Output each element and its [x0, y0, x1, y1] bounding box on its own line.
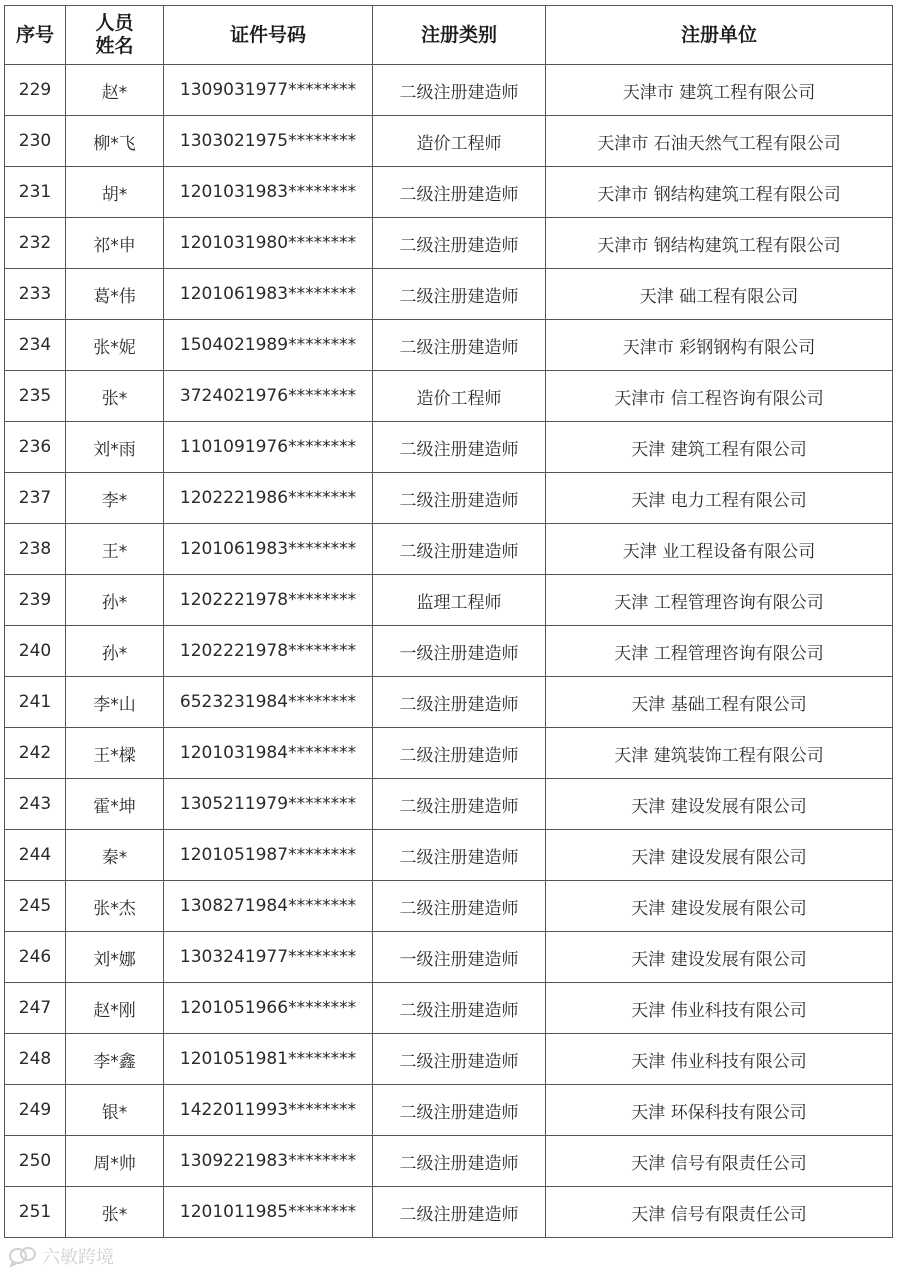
cell-type: 二级注册建造师 [373, 473, 546, 524]
cell-type: 二级注册建造师 [373, 1136, 546, 1187]
chat-bubble-logo-icon [8, 1245, 38, 1267]
cell-type: 二级注册建造师 [373, 218, 546, 269]
cell-unit: 天津市 钢结构建筑工程有限公司 [546, 218, 893, 269]
cell-name: 张*妮 [66, 320, 164, 371]
cell-no: 237 [5, 473, 66, 524]
table-row [5, 575, 893, 626]
cell-type: 二级注册建造师 [373, 1085, 546, 1136]
cell-unit: 天津 环保科技有限公司 [546, 1085, 893, 1136]
cell-type: 二级注册建造师 [373, 779, 546, 830]
cell-unit: 天津市 钢结构建筑工程有限公司 [546, 167, 893, 218]
cell-type: 二级注册建造师 [373, 269, 546, 320]
cell-unit: 天津 工程管理咨询有限公司 [546, 575, 893, 626]
cell-unit: 天津 伟业科技有限公司 [546, 1034, 893, 1085]
cell-name: 祁*申 [66, 218, 164, 269]
cell-no: 250 [5, 1136, 66, 1187]
table-row [5, 320, 893, 371]
cell-no: 230 [5, 116, 66, 167]
table-header [5, 6, 893, 65]
cell-name: 张* [66, 1187, 164, 1238]
cell-unit: 天津 建设发展有限公司 [546, 779, 893, 830]
cell-id: 1201051966******** [164, 983, 373, 1034]
cell-type: 二级注册建造师 [373, 320, 546, 371]
cell-type: 二级注册建造师 [373, 830, 546, 881]
cell-name: 张*杰 [66, 881, 164, 932]
cell-id: 1309221983******** [164, 1136, 373, 1187]
cell-unit: 天津 信号有限责任公司 [546, 1136, 893, 1187]
cell-name: 王*樑 [66, 728, 164, 779]
cell-name: 李*鑫 [66, 1034, 164, 1085]
cell-unit: 天津 伟业科技有限公司 [546, 983, 893, 1034]
cell-id: 1201031980******** [164, 218, 373, 269]
cell-unit: 天津 建筑工程有限公司 [546, 422, 893, 473]
table-row [5, 932, 893, 983]
header-name-line1: 人员 [95, 12, 134, 34]
cell-unit: 天津 电力工程有限公司 [546, 473, 893, 524]
cell-unit: 天津市 信工程咨询有限公司 [546, 371, 893, 422]
table-row [5, 881, 893, 932]
cell-id: 1202221978******** [164, 575, 373, 626]
cell-unit: 天津 建设发展有限公司 [546, 932, 893, 983]
cell-no: 246 [5, 932, 66, 983]
cell-type: 造价工程师 [373, 371, 546, 422]
cell-id: 1101091976******** [164, 422, 373, 473]
table-row [5, 1085, 893, 1136]
cell-no: 232 [5, 218, 66, 269]
header-type: 注册类别 [373, 6, 546, 65]
cell-id: 1201031984******** [164, 728, 373, 779]
cell-id: 1201061983******** [164, 524, 373, 575]
table-row [5, 116, 893, 167]
cell-id: 1201051987******** [164, 830, 373, 881]
table-row [5, 218, 893, 269]
cell-id: 1303241977******** [164, 932, 373, 983]
cell-type: 二级注册建造师 [373, 983, 546, 1034]
cell-name: 柳*飞 [66, 116, 164, 167]
table-row [5, 1187, 893, 1238]
cell-no: 251 [5, 1187, 66, 1238]
table-row [5, 371, 893, 422]
table-row [5, 167, 893, 218]
cell-type: 监理工程师 [373, 575, 546, 626]
cell-no: 243 [5, 779, 66, 830]
table-row [5, 524, 893, 575]
table-row [5, 422, 893, 473]
cell-no: 242 [5, 728, 66, 779]
cell-type: 二级注册建造师 [373, 1187, 546, 1238]
cell-no: 240 [5, 626, 66, 677]
cell-no: 233 [5, 269, 66, 320]
cell-name: 赵* [66, 65, 164, 116]
cell-type: 二级注册建造师 [373, 167, 546, 218]
cell-type: 一级注册建造师 [373, 932, 546, 983]
cell-type: 二级注册建造师 [373, 524, 546, 575]
cell-type: 一级注册建造师 [373, 626, 546, 677]
cell-no: 244 [5, 830, 66, 881]
cell-no: 229 [5, 65, 66, 116]
table-row [5, 728, 893, 779]
header-name-line2: 姓名 [95, 35, 134, 57]
table-row [5, 1034, 893, 1085]
cell-unit: 天津 工程管理咨询有限公司 [546, 626, 893, 677]
cell-name: 秦* [66, 830, 164, 881]
header-unit: 注册单位 [546, 6, 893, 65]
table-row [5, 983, 893, 1034]
cell-unit: 天津市 建筑工程有限公司 [546, 65, 893, 116]
cell-id: 1201011985******** [164, 1187, 373, 1238]
header-name [66, 6, 164, 65]
cell-unit: 天津市 彩钢钢构有限公司 [546, 320, 893, 371]
cell-no: 234 [5, 320, 66, 371]
cell-unit: 天津 础工程有限公司 [546, 269, 893, 320]
cell-id: 1202221978******** [164, 626, 373, 677]
cell-name: 刘*雨 [66, 422, 164, 473]
header-no: 序号 [5, 6, 66, 65]
cell-no: 235 [5, 371, 66, 422]
cell-id: 1201031983******** [164, 167, 373, 218]
cell-unit: 天津 基础工程有限公司 [546, 677, 893, 728]
cell-no: 236 [5, 422, 66, 473]
cell-id: 1309031977******** [164, 65, 373, 116]
cell-name: 李*山 [66, 677, 164, 728]
cell-id: 6523231984******** [164, 677, 373, 728]
table-row [5, 269, 893, 320]
cell-id: 1305211979******** [164, 779, 373, 830]
cell-name: 银* [66, 1085, 164, 1136]
cell-unit: 天津 建设发展有限公司 [546, 881, 893, 932]
cell-id: 1202221986******** [164, 473, 373, 524]
cell-id: 1504021989******** [164, 320, 373, 371]
watermark [8, 1244, 114, 1268]
table-row [5, 1136, 893, 1187]
cell-no: 231 [5, 167, 66, 218]
cell-no: 247 [5, 983, 66, 1034]
cell-type: 二级注册建造师 [373, 1034, 546, 1085]
table-row [5, 473, 893, 524]
cell-name: 张* [66, 371, 164, 422]
table-row [5, 830, 893, 881]
cell-name: 孙* [66, 575, 164, 626]
cell-name: 赵*刚 [66, 983, 164, 1034]
cell-type: 造价工程师 [373, 116, 546, 167]
table-row [5, 65, 893, 116]
cell-name: 周*帅 [66, 1136, 164, 1187]
cell-unit: 天津 业工程设备有限公司 [546, 524, 893, 575]
cell-name: 刘*娜 [66, 932, 164, 983]
cell-id: 1201051981******** [164, 1034, 373, 1085]
cell-unit: 天津 信号有限责任公司 [546, 1187, 893, 1238]
cell-no: 241 [5, 677, 66, 728]
cell-id: 1201061983******** [164, 269, 373, 320]
cell-name: 王* [66, 524, 164, 575]
cell-id: 3724021976******** [164, 371, 373, 422]
cell-name: 胡* [66, 167, 164, 218]
cell-name: 李* [66, 473, 164, 524]
watermark-text: 六敏跨境 [42, 1247, 114, 1268]
cell-type: 二级注册建造师 [373, 422, 546, 473]
cell-type: 二级注册建造师 [373, 65, 546, 116]
cell-id: 1303021975******** [164, 116, 373, 167]
cell-type: 二级注册建造师 [373, 677, 546, 728]
cell-no: 249 [5, 1085, 66, 1136]
table-row [5, 779, 893, 830]
cell-no: 238 [5, 524, 66, 575]
cell-type: 二级注册建造师 [373, 728, 546, 779]
cell-no: 245 [5, 881, 66, 932]
cell-name: 霍*坤 [66, 779, 164, 830]
table-row [5, 626, 893, 677]
cell-unit: 天津 建筑装饰工程有限公司 [546, 728, 893, 779]
cell-name: 葛*伟 [66, 269, 164, 320]
table-row [5, 677, 893, 728]
cell-unit: 天津市 石油天然气工程有限公司 [546, 116, 893, 167]
table-body [5, 65, 893, 1238]
cell-id: 1422011993******** [164, 1085, 373, 1136]
header-id: 证件号码 [164, 6, 373, 65]
registration-table [4, 5, 893, 1238]
header-row [5, 6, 893, 65]
cell-name: 孙* [66, 626, 164, 677]
cell-unit: 天津 建设发展有限公司 [546, 830, 893, 881]
cell-type: 二级注册建造师 [373, 881, 546, 932]
cell-no: 239 [5, 575, 66, 626]
cell-no: 248 [5, 1034, 66, 1085]
cell-id: 1308271984******** [164, 881, 373, 932]
